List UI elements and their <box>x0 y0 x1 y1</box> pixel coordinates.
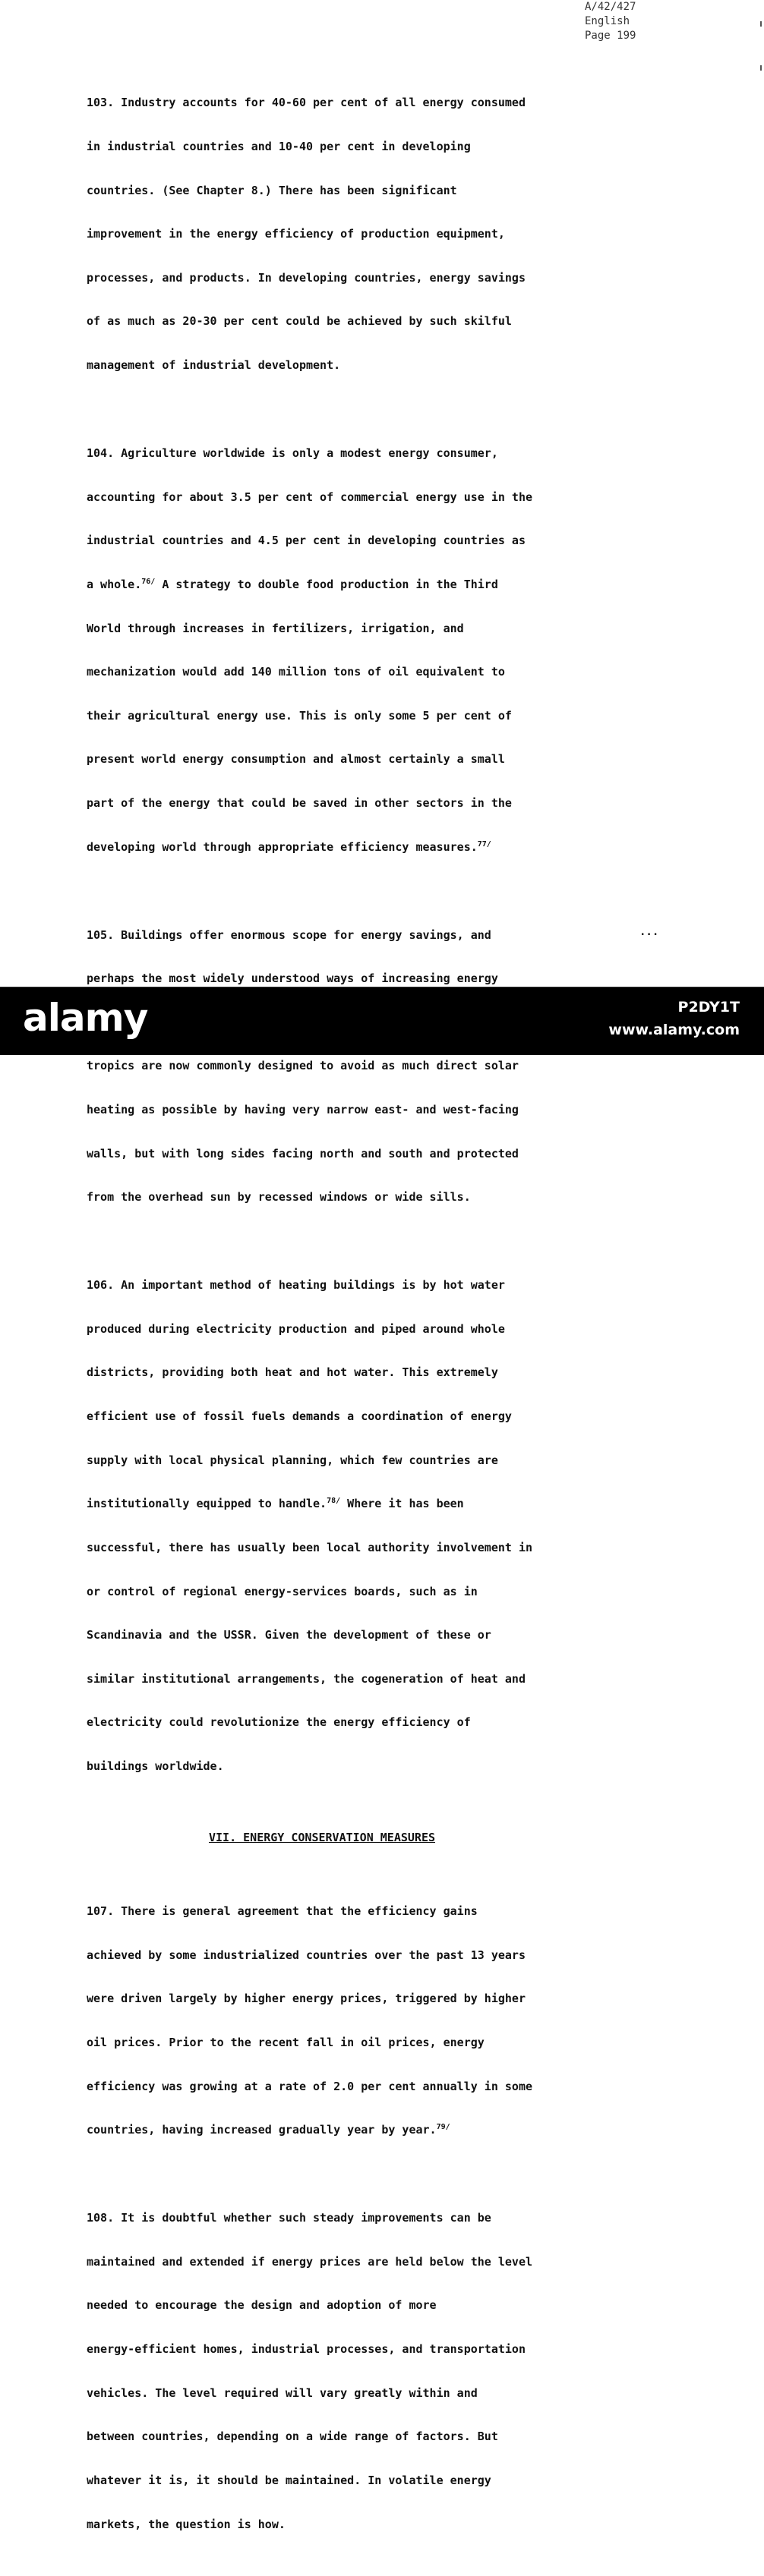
section-heading: VII. ENERGY CONSERVATION MEASURES <box>208 1830 435 1844</box>
text-line: 103. Industry accounts for 40-60 per cent of all energy consumed <box>87 96 526 110</box>
text-line: from the overhead sun by recessed windows or wide sills. <box>87 1190 471 1205</box>
text-line: maintained and extended if energy prices are held below the level <box>87 2254 532 2269</box>
text-line: similar institutional arrangements, the cogeneration of heat and <box>87 1671 526 1686</box>
footnote-ref: 79/ <box>436 2123 450 2132</box>
text-line: accounting for about 3.5 per cent of commercial energy use in the <box>87 490 532 504</box>
text-line: electricity could revolutionize the energy efficiency of <box>87 1715 471 1730</box>
paragraph-103 <box>87 67 671 402</box>
text-line: in industrial countries and 10-40 per cent in developing <box>87 140 471 154</box>
text-fragment: developing world through appropriate efficiency measures. <box>87 839 478 854</box>
text-line: buildings worldwide. <box>87 1759 224 1773</box>
text-line: improvement in the energy efficiency of production equipment, <box>87 227 505 241</box>
text-line: heating as possible by having very narrow east- and west-facing <box>87 1103 519 1117</box>
text-line: districts, providing both heat and hot water. This extremely <box>87 1365 498 1380</box>
paragraph-105 <box>87 899 671 1234</box>
text-line: oil prices. Prior to the recent fall in oil prices, energy <box>87 2036 485 2049</box>
document-symbol: A/42/427 <box>585 1 636 13</box>
text-line: management of industrial development. <box>87 358 341 373</box>
scan-speck <box>760 65 762 71</box>
text-line <box>87 578 671 592</box>
paragraph-106 <box>87 1249 671 1803</box>
text-line: industrial countries and 4.5 per cent in developing countries as <box>87 534 526 548</box>
text-fragment: A strategy to double food production in the Third <box>155 577 498 591</box>
document-language: English <box>585 15 630 27</box>
text-line: efficiency was growing at a rate of 2.0 per cent annually in some <box>87 2079 532 2093</box>
text-line: 104. Agriculture worldwide is only a modest energy consumer, <box>87 446 498 461</box>
text-line: markets, the question is how. <box>87 2517 286 2531</box>
text-line: energy-efficient homes, industrial processes, and transportation <box>87 2342 526 2357</box>
site-url: www.alamy.com <box>608 1022 740 1038</box>
text-line: 105. Buildings offer enormous scope for energy savings, and <box>87 927 491 942</box>
paragraph-107 <box>87 1875 671 2167</box>
watermark-footer <box>0 987 764 1055</box>
text-line: walls, but with long sides facing north and south and protected <box>87 1146 519 1160</box>
text-line: were driven largely by higher energy prices, triggered by higher <box>87 1992 526 2006</box>
text-line <box>87 2123 671 2137</box>
paragraph-108 <box>87 2182 671 2561</box>
text-line: efficient use of fossil fuels demands a coordination of energy <box>87 1409 512 1424</box>
text-line: processes, and products. In developing countries, energy savings <box>87 270 526 285</box>
text-line <box>87 1497 671 1511</box>
footnote-ref: 77/ <box>477 839 491 849</box>
text-line: of as much as 20-30 per cent could be achieved by such skilful <box>87 314 512 329</box>
document-header <box>585 0 668 43</box>
text-fragment: Where it has been <box>340 1497 464 1511</box>
page-number: Page 199 <box>585 30 636 42</box>
text-line: present world energy consumption and almost certainly a small <box>87 752 505 767</box>
image-id: P2DY1T <box>677 999 740 1016</box>
text-line: tropics are now commonly designed to avoid as much direct solar <box>87 1059 519 1073</box>
text-line: or control of regional energy-services boards, such as in <box>87 1584 478 1598</box>
text-line: their agricultural energy use. This is only some 5 per cent of <box>87 708 512 723</box>
text-fragment: a whole. <box>87 577 142 591</box>
footnote-ref: 78/ <box>327 1497 341 1506</box>
text-fragment: institutionally equipped to handle. <box>87 1497 327 1511</box>
text-line: perhaps the most widely understood ways of increasing energy <box>87 972 498 986</box>
alamy-logo: alamy <box>23 996 148 1040</box>
text-line: vehicles. The level required will vary greatly within and <box>87 2385 478 2400</box>
text-line: countries. (See Chapter 8.) There has been significant <box>87 183 457 197</box>
text-line: 107. There is general agreement that the efficiency gains <box>87 1904 478 1919</box>
text-fragment: countries, having increased gradually year by year. <box>87 2123 437 2137</box>
text-line: supply with local physical planning, which few countries are <box>87 1453 498 1467</box>
text-line: 106. An important method of heating buildings is by hot water <box>87 1278 505 1293</box>
text-line: successful, there has usually been local authority involvement in <box>87 1540 532 1554</box>
text-line: produced during electricity production and piped around whole <box>87 1321 505 1336</box>
text-line: mechanization would add 140 million tons of oil equivalent to <box>87 665 505 679</box>
text-line: whatever it is, it should be maintained. In volatile energy <box>87 2473 491 2487</box>
text-line: Scandinavia and the USSR. Given the development of these or <box>87 1628 491 1642</box>
text-line: World through increases in fertilizers, irrigation, and <box>87 621 464 635</box>
text-line <box>87 840 671 855</box>
document-body <box>87 67 671 2576</box>
text-line: part of the energy that could be saved in other sectors in the <box>87 795 512 810</box>
text-line: needed to encourage the design and adoption of more <box>87 2298 437 2313</box>
scan-speck <box>760 21 762 27</box>
paragraph-104 <box>87 417 671 884</box>
text-line: 108. It is doubtful whether such steady improvements can be <box>87 2211 491 2225</box>
footnote-ref: 76/ <box>141 577 156 586</box>
continuation-mark: ... <box>639 926 659 938</box>
text-line: between countries, depending on a wide range of factors. But <box>87 2430 498 2444</box>
text-line: achieved by some industrialized countries over the past 13 years <box>87 1948 526 1962</box>
